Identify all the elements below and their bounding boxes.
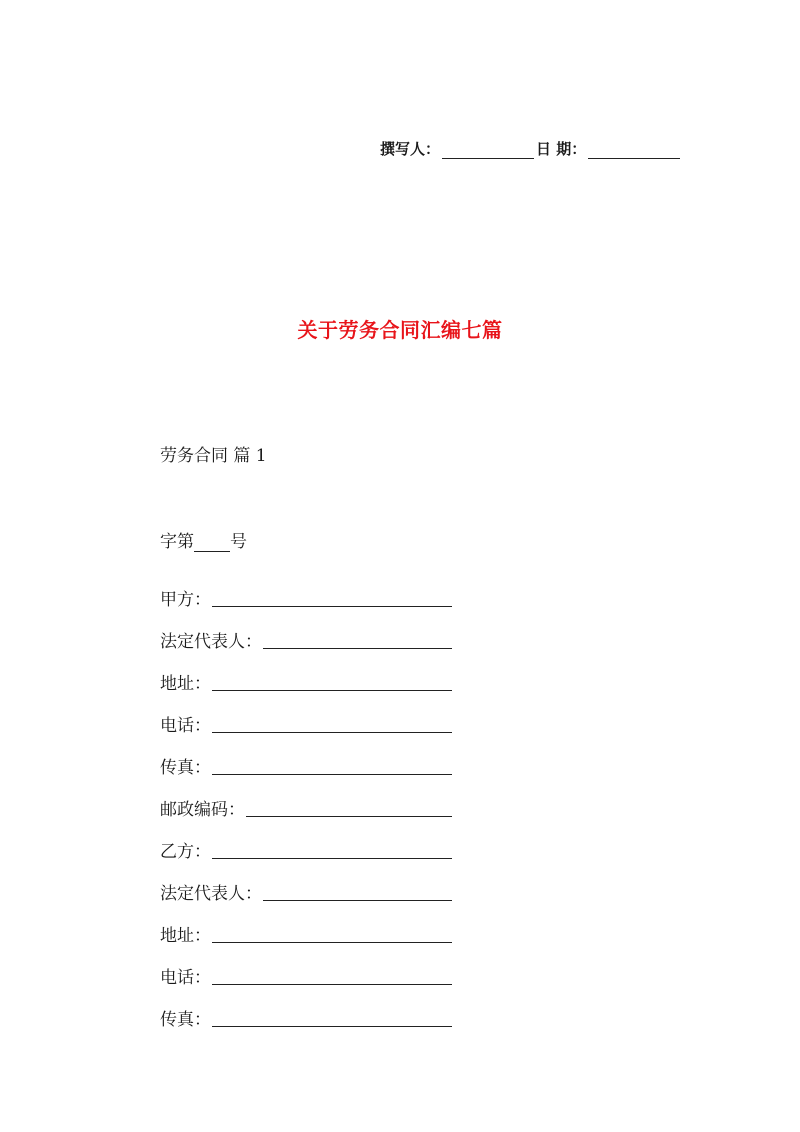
serial-suffix: 号 [230, 532, 247, 552]
field-label: 法定代表人： [160, 884, 262, 904]
field-label: 地址： [160, 926, 211, 946]
field-label: 法定代表人： [160, 632, 262, 652]
field-label: 传真： [160, 1010, 211, 1030]
field-blank-line[interactable] [212, 839, 452, 859]
author-label: 撰写人： [380, 140, 441, 158]
field-blank-line[interactable] [212, 965, 452, 985]
serial-blank-line[interactable] [194, 533, 230, 552]
document-header [380, 138, 682, 159]
field-row [160, 946, 452, 988]
field-label: 乙方： [160, 842, 211, 862]
field-row [160, 652, 452, 694]
field-row [160, 736, 452, 778]
field-blank-line[interactable] [212, 671, 452, 691]
field-row [160, 568, 452, 610]
field-row [160, 694, 452, 736]
field-blank-line[interactable] [212, 713, 452, 733]
field-label: 电话： [160, 716, 211, 736]
field-blank-line[interactable] [212, 923, 452, 943]
field-blank-line[interactable] [212, 1007, 452, 1027]
field-label: 地址： [160, 674, 211, 694]
field-blank-line[interactable] [263, 881, 452, 901]
serial-number-line [160, 527, 247, 552]
field-blank-line[interactable] [246, 797, 452, 817]
field-blank-line[interactable] [263, 629, 452, 649]
date-label: 日 期： [536, 140, 587, 158]
field-label: 甲方： [160, 590, 211, 610]
field-row [160, 988, 452, 1030]
field-row [160, 904, 452, 946]
field-row [160, 820, 452, 862]
section-heading: 劳务合同 篇 1 [160, 446, 267, 466]
field-row [160, 862, 452, 904]
document-title: 关于劳务合同汇编七篇 [297, 318, 503, 342]
field-label: 邮政编码： [160, 800, 245, 820]
author-blank-line[interactable] [442, 142, 534, 159]
date-blank-line[interactable] [588, 142, 680, 159]
field-row [160, 610, 452, 652]
field-label: 电话： [160, 968, 211, 988]
serial-prefix: 字第 [160, 532, 194, 552]
party-fields [160, 568, 452, 1030]
field-row [160, 778, 452, 820]
field-label: 传真： [160, 758, 211, 778]
field-blank-line[interactable] [212, 755, 452, 775]
field-blank-line[interactable] [212, 587, 452, 607]
